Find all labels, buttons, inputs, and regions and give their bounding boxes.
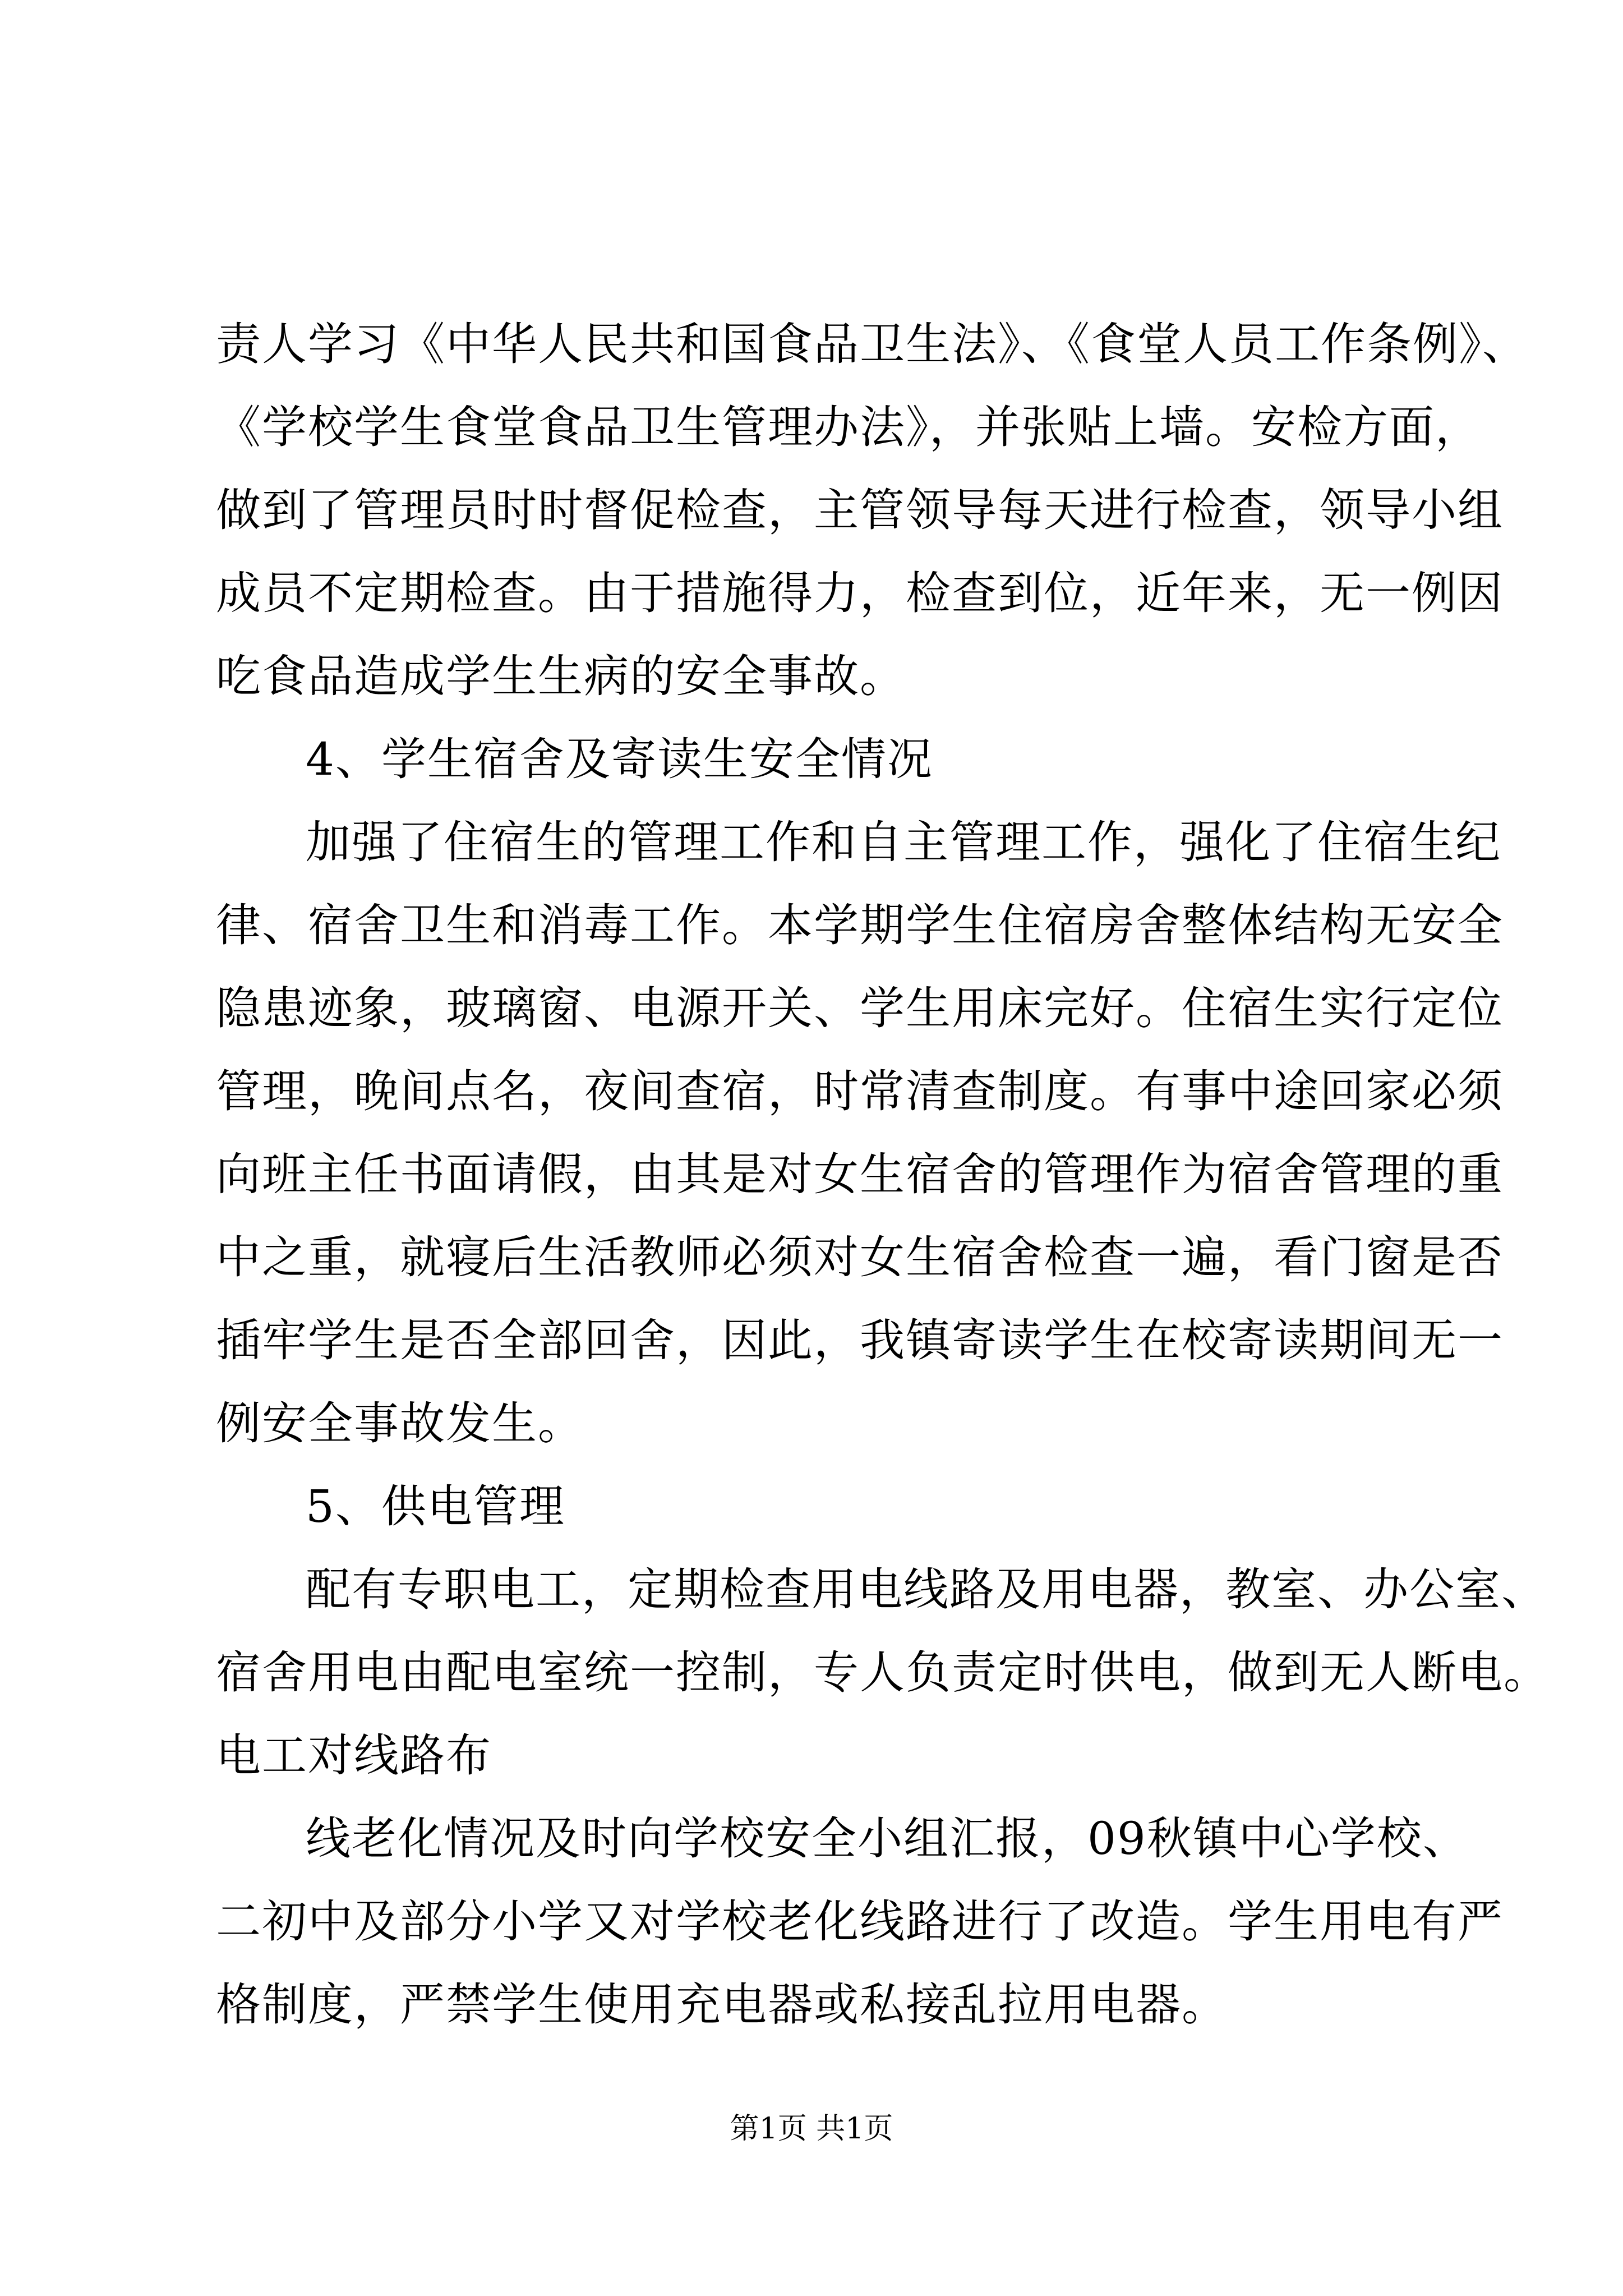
text-line: 隐患迹象，玻璃窗、电源开关、学生用床完好。住宿生实行定位 xyxy=(216,982,1504,1034)
document-body xyxy=(216,303,1550,2046)
text-line: 插牢学生是否全部回舍，因此，我镇寄读学生在校寄读期间无一 xyxy=(216,1314,1504,1366)
text-line: 4、学生宿舍及寄读生安全情况 xyxy=(306,733,933,785)
text-line: 做到了管理员时时督促检查，主管领导每天进行检查，领导小组 xyxy=(216,484,1504,536)
text-line: 宿舍用电由配电室统一控制，专人负责定时供电，做到无人断电。 xyxy=(216,1646,1550,1699)
text-line: 加强了住宿生的管理工作和自主管理工作，强化了住宿生纪 xyxy=(306,816,1501,868)
text-line: 线老化情况及时向学校安全小组汇报，09秋镇中心学校、 xyxy=(306,1812,1469,1865)
text-line: 《学校学生食堂食品卫生管理办法》，并张贴上墙。安检方面， xyxy=(216,401,1481,453)
text-line: 管理，晚间点名，夜间查宿，时常清查制度。有事中途回家必须 xyxy=(216,1065,1504,1117)
text-line: 电工对线路布 xyxy=(216,1729,492,1782)
page-footer: 第1页 共1页 xyxy=(730,2112,893,2146)
text-line: 5、供电管理 xyxy=(306,1480,565,1533)
text-line: 律、宿舍卫生和消毒工作。本学期学生住宿房舍整体结构无安全 xyxy=(216,899,1504,951)
text-line: 责人学习《中华人民共和国食品卫生法》、《食堂人员工作条例》、 xyxy=(216,318,1528,370)
text-line: 成员不定期检查。由于措施得力，检查到位，近年来，无一例因 xyxy=(216,567,1504,619)
text-line: 吃食品造成学生生病的安全事故。 xyxy=(216,650,906,702)
text-line: 格制度，严禁学生使用充电器或私接乱拉用电器。 xyxy=(216,1978,1228,2031)
text-line: 中之重，就寝后生活教师必须对女生宿舍检查一遍，看门窗是否 xyxy=(216,1231,1504,1283)
text-line: 例安全事故发生。 xyxy=(216,1397,584,1450)
text-line: 二初中及部分小学又对学校老化线路进行了改造。学生用电有严 xyxy=(216,1895,1504,1948)
text-line: 向班主任书面请假，由其是对女生宿舍的管理作为宿舍管理的重 xyxy=(216,1148,1504,1200)
text-line: 配有专职电工，定期检查用电线路及用电器，教室、办公室、 xyxy=(306,1563,1547,1616)
